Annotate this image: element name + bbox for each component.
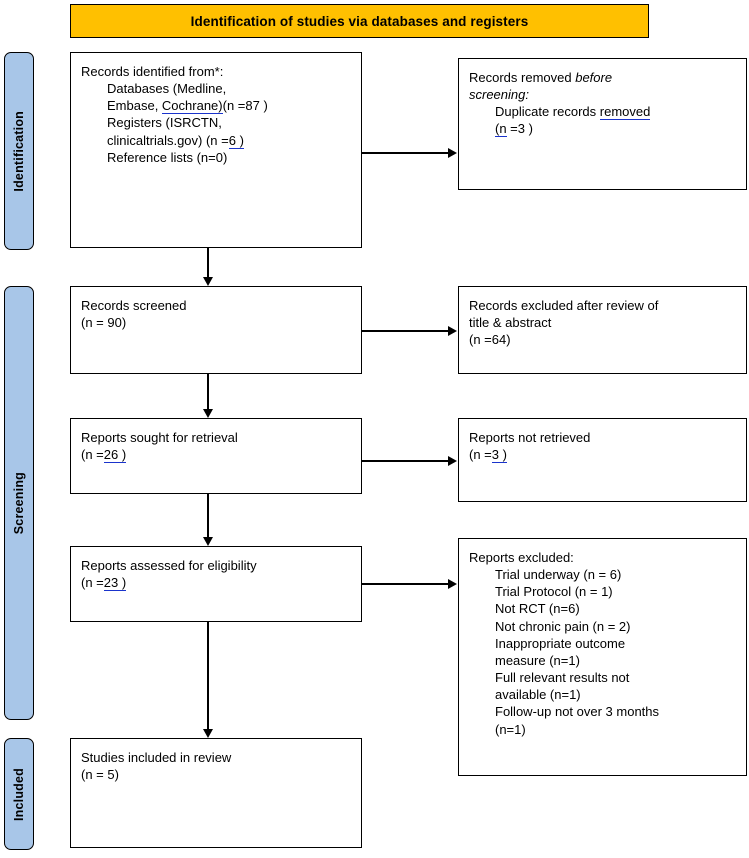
reports-excluded-reason-5a: Inappropriate outcome <box>495 635 626 651</box>
records-screened-line-1: Records screened <box>81 298 187 313</box>
records-identified-line-4: Registers (ISRCTN, <box>107 115 222 131</box>
records-excluded-line-2: title & abstract <box>469 315 552 331</box>
box-studies-included <box>70 738 362 848</box>
records-identified-line-5 <box>81 132 353 149</box>
phase-bar-included <box>4 738 34 850</box>
phase-bar-screening <box>4 286 34 720</box>
records-identified-line-6: Reference lists (n=0) <box>107 149 228 165</box>
reports-not-retrieved-line-1: Reports not retrieved <box>469 430 591 445</box>
records-identified-line-2: Databases (Medline, <box>107 81 227 97</box>
records-identified-databases-count: (n =87 ) <box>222 98 268 114</box>
box-reports-not-retrieved <box>458 418 747 502</box>
reports-assessed-count-value: 23 ) <box>103 575 127 591</box>
box-records-identified <box>70 52 362 248</box>
reports-excluded-reason-7a: Follow-up not over 3 months <box>495 704 660 720</box>
reports-not-retrieved-line-2 <box>469 446 738 463</box>
records-excluded-line-3: (n =64) <box>469 332 511 348</box>
records-identified-line-3-pre: Embase, <box>107 98 162 114</box>
reports-not-retrieved-count-pre: (n = <box>469 447 492 463</box>
reports-sought-line-1: Reports sought for retrieval <box>81 430 238 445</box>
records-removed-line-1 <box>469 69 738 86</box>
records-identified-registers-count: 6 ) <box>228 132 244 148</box>
reports-assessed-line-1: Reports assessed for eligibility <box>81 558 257 573</box>
reports-not-retrieved-count-value: 3 ) <box>491 447 507 463</box>
arrow-sought-to-not-retrieved <box>362 460 448 462</box>
arrow-assessed-to-included-head <box>203 729 213 738</box>
reports-sought-count-pre: (n = <box>81 447 104 463</box>
box-reports-assessed <box>70 546 362 622</box>
arrow-identified-to-removed-head <box>448 148 457 158</box>
box-records-excluded-title-abstract <box>458 286 747 374</box>
records-screened-line-2: (n = 90) <box>81 315 127 331</box>
arrow-screened-to-sought <box>207 374 209 409</box>
arrow-assessed-to-reports-excluded-head <box>448 579 457 589</box>
studies-included-line-2: (n = 5) <box>81 767 119 783</box>
reports-excluded-reason-1: Trial underway (n = 6) <box>495 567 622 583</box>
arrow-screened-to-sought-head <box>203 409 213 418</box>
reports-excluded-reason-6a: Full relevant results not <box>495 670 630 686</box>
records-removed-line-3-pre: Duplicate records <box>495 104 600 120</box>
arrow-identified-to-removed <box>362 152 448 154</box>
arrow-screened-to-excluded-head <box>448 326 457 336</box>
arrow-identified-to-screened-head <box>203 277 213 286</box>
arrow-identified-to-screened <box>207 248 209 277</box>
phase-bar-identification <box>4 52 34 250</box>
box-reports-sought <box>70 418 362 494</box>
reports-excluded-reason-6b: available (n=1) <box>495 687 581 703</box>
reports-excluded-reason-7b: (n=1) <box>495 721 526 737</box>
arrow-screened-to-excluded <box>362 330 448 332</box>
reports-excluded-reason-5b: measure (n=1) <box>495 652 580 668</box>
records-removed-line-4 <box>469 120 738 137</box>
box-records-screened <box>70 286 362 374</box>
box-records-removed <box>458 58 747 190</box>
records-removed-line-2: screening: <box>469 87 529 103</box>
arrow-sought-to-assessed-head <box>203 537 213 546</box>
reports-assessed-count-pre: (n = <box>81 575 104 591</box>
box-reports-excluded-reasons <box>458 538 747 776</box>
arrow-assessed-to-included <box>207 622 209 729</box>
records-removed-count-value: =3 ) <box>506 121 533 137</box>
arrow-sought-to-not-retrieved-head <box>448 456 457 466</box>
records-identified-line-1: Records identified from*: <box>81 64 224 79</box>
reports-assessed-line-2 <box>81 574 353 591</box>
reports-excluded-line-1: Reports excluded: <box>469 550 574 565</box>
records-removed-removed-word: removed <box>599 104 651 120</box>
reports-excluded-reason-2: Trial Protocol (n = 1) <box>495 584 613 600</box>
reports-excluded-reason-4: Not chronic pain (n = 2) <box>495 618 631 634</box>
records-removed-before: before <box>575 70 613 85</box>
records-excluded-line-1: Records excluded after review of <box>469 298 659 313</box>
records-removed-line-3 <box>469 103 738 120</box>
phase-label-screening: Screening <box>12 471 26 535</box>
studies-included-line-1: Studies included in review <box>81 750 232 765</box>
arrow-assessed-to-reports-excluded <box>362 583 448 585</box>
records-identified-line-5-pre: clinicaltrials.gov) (n = <box>107 132 229 148</box>
reports-sought-line-2 <box>81 446 353 463</box>
diagram-title: Identification of studies via databases and registers <box>190 13 529 29</box>
reports-sought-count-value: 26 ) <box>103 447 127 463</box>
diagram-title-banner <box>70 4 649 38</box>
records-removed-line-1-pre: Records removed <box>469 70 576 85</box>
phase-label-identification: Identification <box>12 110 26 192</box>
phase-label-included: Included <box>12 767 26 821</box>
records-identified-line-3 <box>81 97 353 114</box>
records-identified-cochrane: Cochrane) <box>161 98 223 114</box>
records-removed-count-n: (n <box>495 121 507 137</box>
reports-excluded-reason-3: Not RCT (n=6) <box>495 601 580 617</box>
arrow-sought-to-assessed <box>207 494 209 537</box>
